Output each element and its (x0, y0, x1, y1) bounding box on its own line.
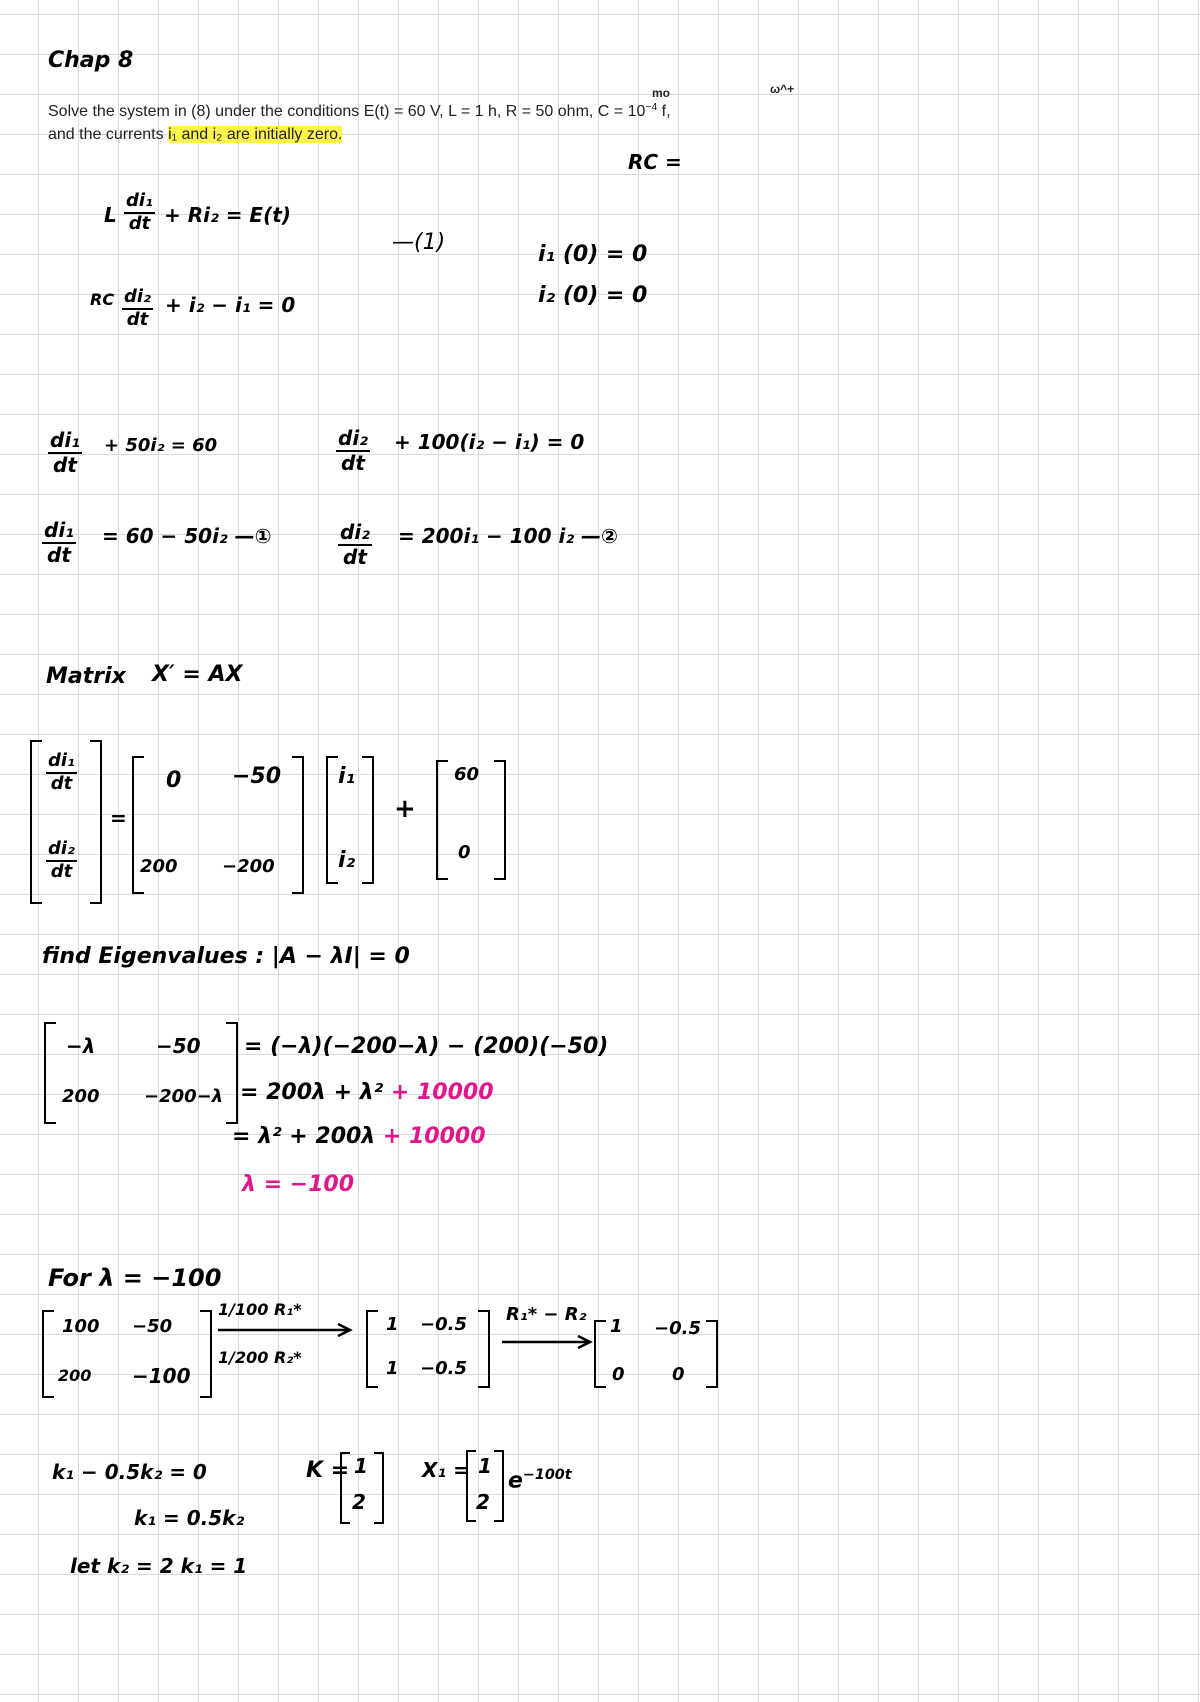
eq2-rest: + i₂ − i₁ = 0 (165, 293, 296, 317)
row-op-3: R₁* − R₂ (506, 1304, 587, 1325)
matrix-plus: + (394, 794, 416, 824)
eq2-denominator: dt (126, 308, 149, 330)
sub-b-rest: + 100(i₂ − i₁) = 0 (394, 430, 585, 454)
highlighted-initial-condition: i₁ and i₂ are initially zero. (168, 126, 343, 143)
m2-a21: 1 (386, 1358, 399, 1379)
sub-c-denominator: dt (47, 543, 71, 567)
sub-d-denominator: dt (343, 545, 367, 569)
row-op-1: 1/100 R₁* (218, 1300, 302, 1319)
solution-k1: k₁ = 0.5k₂ (134, 1506, 245, 1530)
K-left-bracket (340, 1452, 350, 1524)
arrow-icon (216, 1322, 356, 1338)
row-op-2: 1/200 R₂* (218, 1348, 302, 1367)
K-2: 2 (352, 1490, 366, 1514)
m1-a12: −50 (132, 1316, 173, 1337)
note-omega: ω^+ (770, 82, 795, 96)
lhs-bottom-fraction (46, 840, 77, 882)
K-label: K = (306, 1458, 350, 1483)
eigen-line1: = (−λ)(−200−λ) − (200)(−50) (244, 1034, 609, 1059)
m1-a11: 100 (62, 1316, 100, 1337)
exponential-power: −100t (522, 1467, 572, 1483)
lhs-top-denominator: dt (50, 772, 73, 794)
m2-a12: −0.5 (420, 1314, 467, 1335)
eq1-denominator: dt (128, 212, 151, 234)
m3-right-bracket (706, 1320, 718, 1388)
eigen-m12: −50 (156, 1034, 201, 1058)
eigen-m11: −λ (66, 1034, 96, 1058)
arrow-icon (500, 1334, 596, 1350)
eigen-m22: −200−λ (144, 1086, 224, 1107)
sub-d-rest: = 200i₁ − 100 i₂ —② (398, 524, 618, 548)
rc-note: RC = (628, 150, 682, 174)
A12: −50 (232, 764, 282, 789)
eigen-m21: 200 (62, 1086, 100, 1107)
eigen-line2-main: = 200λ + λ² (240, 1080, 391, 1105)
problem-text-before: Solve the system in (8) under the conditions E(t) = 60 V, L = 1 h, R = 50 ohm, C = 10 (48, 103, 646, 121)
X1: i₁ (338, 764, 356, 789)
sub-a-numerator: di₁ (50, 428, 80, 452)
eq1-numerator: di₁ (124, 192, 155, 214)
problem-text-after: f, (657, 103, 671, 121)
sub-d-fraction (338, 522, 372, 568)
sub-c-numerator: di₁ (44, 518, 74, 542)
problem-statement-line1 (48, 102, 671, 121)
problem-line2-text: and the currents (48, 126, 169, 143)
problem-statement-line2 (48, 125, 342, 144)
solution-equation: k₁ − 0.5k₂ = 0 (52, 1460, 207, 1484)
m3-a12: −0.5 (654, 1318, 701, 1339)
sub-b-numerator: di₂ (338, 426, 368, 450)
eigen-matrix-left-bracket (44, 1022, 56, 1124)
A21: 200 (140, 856, 178, 877)
F-left-bracket (436, 760, 448, 880)
X2: i₂ (338, 848, 356, 873)
reduction-heading: For λ = −100 (48, 1264, 222, 1292)
A-right-bracket (292, 756, 304, 894)
A22: −200 (222, 856, 275, 877)
m3-left-bracket (594, 1320, 606, 1388)
initial-condition-1: i₁ (0) = 0 (538, 242, 648, 267)
lhs-bottom-denominator: dt (50, 860, 73, 882)
eigen-line3 (232, 1126, 486, 1148)
capacitance-exponent: −4 (645, 102, 658, 113)
lhs-left-bracket (30, 740, 42, 904)
sub-d-numerator: di₂ (340, 520, 370, 544)
m2-right-bracket (478, 1310, 490, 1388)
m3-a11: 1 (610, 1316, 623, 1337)
eigen-line3-correction: + 10000 (382, 1124, 486, 1149)
F1: 60 (454, 764, 480, 785)
lhs-top-fraction (46, 752, 77, 794)
eigen-line2 (240, 1082, 494, 1104)
lhs-bottom-numerator: di₂ (46, 840, 77, 862)
X-left-bracket (326, 756, 338, 884)
X-right-bracket (362, 756, 374, 884)
page-title: Chap 8 (48, 48, 134, 73)
lhs-top-numerator: di₁ (46, 752, 77, 774)
sub-a-rest: + 50i₂ = 60 (104, 435, 218, 456)
sub-a-denominator: dt (53, 453, 77, 477)
sub-b-fraction (336, 428, 370, 474)
A11: 0 (166, 768, 182, 793)
X-vector-left-bracket (466, 1450, 476, 1522)
eigen-line3-main: = λ² + 200λ (232, 1124, 383, 1149)
X-vector-1: 1 (478, 1454, 492, 1478)
m1-left-bracket (42, 1310, 54, 1398)
note-mo: mo (652, 86, 670, 100)
eigen-matrix-right-bracket (226, 1022, 238, 1124)
sub-b-denominator: dt (341, 451, 365, 475)
initial-condition-2: i₂ (0) = 0 (538, 283, 648, 308)
m2-a11: 1 (386, 1314, 399, 1335)
exponential (508, 1468, 572, 1493)
exponential-base: e (508, 1468, 523, 1494)
eq1-rest: + Ri₂ = E(t) (164, 203, 291, 227)
m1-a22: −100 (132, 1364, 191, 1388)
K-1: 1 (354, 1454, 368, 1478)
m3-a21: 0 (612, 1364, 625, 1385)
eq2-lead: RC (90, 290, 115, 309)
F-right-bracket (494, 760, 506, 880)
sub-a-fraction (48, 430, 82, 476)
eigenvalue-result: λ = −100 (242, 1172, 355, 1197)
X-vector-2: 2 (476, 1490, 490, 1514)
matrix-equals: = (110, 806, 127, 830)
K-right-bracket (374, 1452, 384, 1524)
X-vector-right-bracket (494, 1450, 504, 1522)
solution-let: let k₂ = 2 k₁ = 1 (70, 1554, 248, 1578)
eq1-lead: L (104, 203, 117, 227)
eq2-numerator: di₂ (122, 288, 153, 310)
matrix-label: Matrix (46, 664, 126, 689)
m2-left-bracket (366, 1310, 378, 1388)
sub-c-rest: = 60 − 50i₂ —① (102, 524, 272, 548)
sub-c-fraction (42, 520, 76, 566)
m2-a22: −0.5 (420, 1358, 467, 1379)
m1-right-bracket (200, 1310, 212, 1398)
eigen-line2-correction: + 10000 (390, 1080, 494, 1105)
lhs-right-bracket (90, 740, 102, 904)
matrix-formula: X′ = AX (152, 662, 243, 687)
m3-a22: 0 (672, 1364, 685, 1385)
F2: 0 (458, 842, 471, 863)
eq1-fraction (124, 192, 155, 234)
m1-a21: 200 (58, 1366, 92, 1385)
eq-marker-1: —(1) (392, 230, 446, 255)
X1-label: X₁ = (422, 1458, 470, 1482)
eigen-heading: find Eigenvalues : |A − λI| = 0 (42, 944, 410, 969)
eq2-fraction (122, 288, 153, 330)
